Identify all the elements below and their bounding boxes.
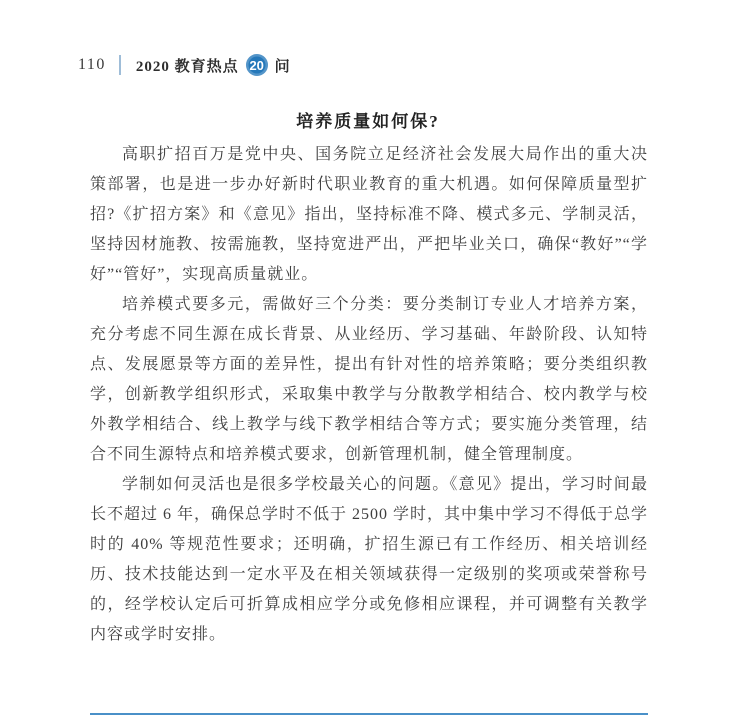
series-title-suffix: 问 — [274, 58, 291, 75]
question-count-badge: 20 — [246, 54, 268, 76]
page-number: 110 — [78, 56, 106, 73]
article-paragraph: 学制如何灵活也是很多学校最关心的问题。《意见》提出，学习时间最长不超过 6 年，确保总学时不低于 2500 学时，其中集中学习不得低于总学时的 40% 等规范性要求；还明确，扩招生源已有工作经历、相关培训经历、技术技能达到一定水平及在相关领域获得一定级别的奖项或荣誉称号的，经学校认定后可折算成相应学分或免修相应课程，并可调整有关教学内容或学时安排。 — [90, 476, 649, 643]
article-paragraph: 培养模式要多元，需做好三个分类：要分类制订专业人才培养方案，充分考虑不同生源在成长背景、从业经历、学习基础、年龄阶段、认知特点、发展愿景等方面的差异性，提出有针对性的培养策略；要分类组织教学，创新教学组织形式，采取集中教学与分散教学相结合、校内教学与校外教学相结合、线上教学与线下教学相结合等方式；要实施分类管理，结合不同生源特点和培养模式要求，创新管理机制，健全管理制度。 — [90, 296, 648, 463]
header-divider — [119, 55, 121, 75]
running-head — [78, 52, 291, 78]
article-paragraph: 高职扩招百万是党中央、国务院立足经济社会发展大局作出的重大决策部署，也是进一步办好新时代职业教育的重大机遇。如何保障质量型扩招?《扩招方案》和《意见》指出，坚持标准不降、模式多元、学制灵活，坚持因材施教、按需施教，坚持宽进严出，严把毕业关口，确保“教好”“学好”“管好”，实现高质量就业。 — [90, 146, 648, 283]
article-title: 培养质量如何保? — [296, 112, 440, 131]
article-body — [90, 140, 648, 650]
series-title-prefix: 2020 教育热点 — [135, 58, 239, 75]
page-bottom-rule — [90, 713, 648, 715]
series-title — [136, 54, 291, 76]
